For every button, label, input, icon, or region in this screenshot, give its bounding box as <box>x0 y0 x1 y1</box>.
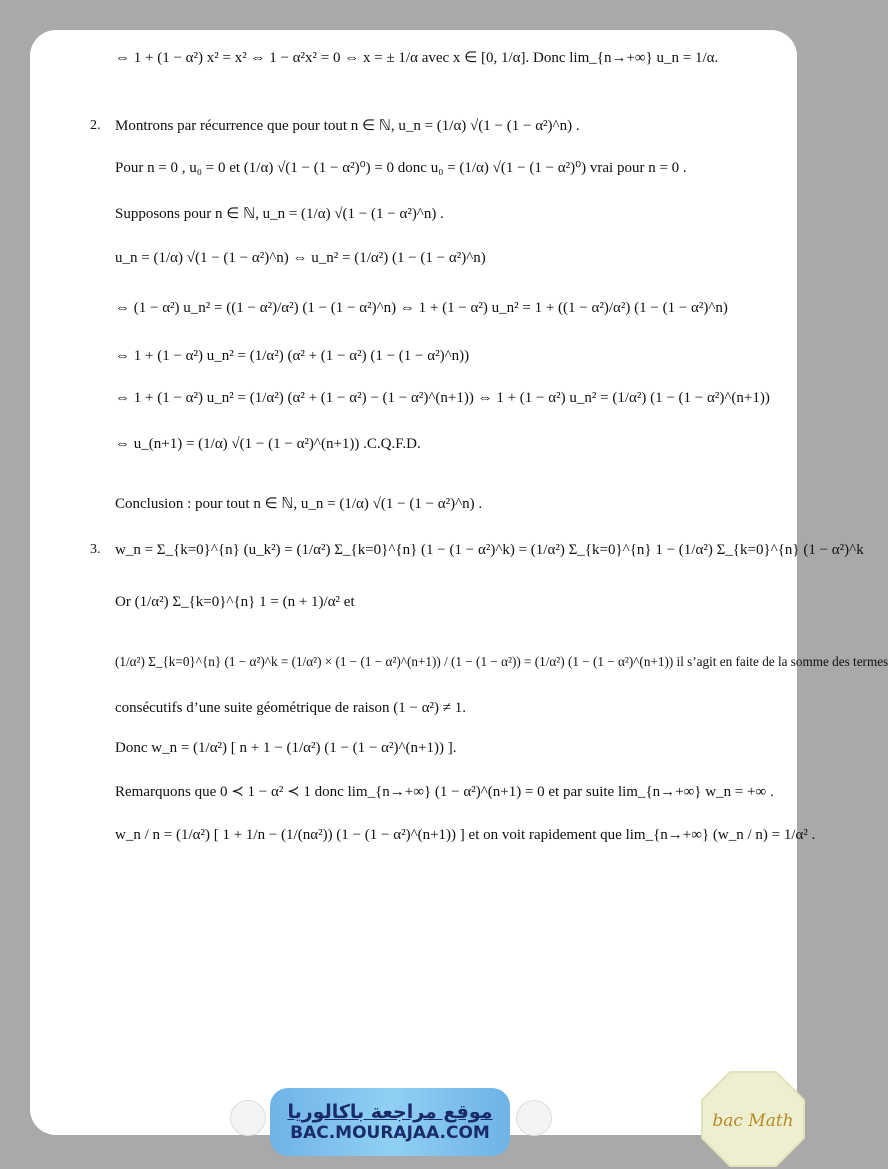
induction-statement: Montrons par récurrence que pour tout n ∈ ℕ, u_n = (1/α) √(1 − (1 − α²)^n) . <box>115 118 580 134</box>
item-3-number: 3. <box>90 542 101 557</box>
bacmath-logo <box>698 1068 808 1168</box>
item-2-number: 2. <box>90 118 101 133</box>
site-logo-left-icon <box>230 1100 266 1136</box>
limit-equation-line: ⇔ 1 + (1 − α²) x² = x² ⇔ 1 − α²x² = 0 ⇔ x = ± 1/α avec x ∈ [0, 1/α]. Donc lim_{n→+∞} u_n = 1/α. <box>115 50 719 66</box>
wn-over-n-limit: w_n / n = (1/α²) [ 1 + 1/n − (1/(nα²)) (1 − (1 − α²)^(n+1)) ] et on voit rapidement que lim_{n→+∞} (w_n / n) = 1/α² . <box>115 827 816 843</box>
induction-step-3: ⇔ 1 + (1 − α²) u_n² = (1/α²) (α² + (1 − α²) (1 − (1 − α²)^n)) <box>115 348 470 364</box>
geometric-sum: (1/α²) Σ_{k=0}^{n} (1 − α²)^k = (1/α²) × (1 − (1 − α²)^(n+1)) / (1 − (1 − α²)) = (1/α²) (1 − (1 − α²)^(n+1)) il s’agit en faite de la somme des termes <box>115 654 888 669</box>
site-banner[interactable] <box>270 1088 510 1156</box>
wn-closed-form: Donc w_n = (1/α²) [ n + 1 − (1/α²) (1 − (1 − α²)^(n+1)) ]. <box>115 740 457 756</box>
induction-step-2: ⇔ (1 − α²) u_n² = ((1 − α²)/α²) (1 − (1 − α²)^n) ⇔ 1 + (1 − α²) u_n² = 1 + ((1 − α²)/α²) (1 − (1 − α²)^n) <box>115 300 728 316</box>
wn-definition: w_n = Σ_{k=0}^{n} (u_k²) = (1/α²) Σ_{k=0}^{n} (1 − (1 − α²)^k) = (1/α²) Σ_{k=0}^{n} 1 − (1/α²) Σ_{k=0}^{n} (1 − α²)^k <box>115 542 864 558</box>
site-name-arabic[interactable]: موقع مراجعة باكالوريا <box>287 1101 493 1123</box>
bacmath-logo-text: bac Math <box>712 1111 794 1131</box>
geometric-ratio: consécutifs d’une suite géométrique de raison (1 − α²) ≠ 1. <box>115 700 467 716</box>
site-logo-right-icon <box>516 1100 552 1136</box>
induction-conclusion: Conclusion : pour tout n ∈ ℕ, u_n = (1/α) √(1 − (1 − α²)^n) . <box>115 496 483 512</box>
site-url[interactable]: BAC.MOURAJAA.COM <box>290 1123 490 1143</box>
induction-step-4: ⇔ 1 + (1 − α²) u_n² = (1/α²) (α² + (1 − α²) − (1 − α²)^(n+1)) ⇔ 1 + (1 − α²) u_n² = (1/α²) (1 − (1 − α²)^(n+1)) <box>115 390 770 406</box>
wn-limit: Remarquons que 0 ≺ 1 − α² ≺ 1 donc lim_{n→+∞} (1 − α²)^(n+1) = 0 et par suite lim_{n→+∞} w_n = +∞ . <box>115 784 774 800</box>
induction-hypothesis: Supposons pour n ∈ ℕ, u_n = (1/α) √(1 − (1 − α²)^n) . <box>115 206 444 222</box>
induction-step-1: u_n = (1/α) √(1 − (1 − α²)^n) ⇔ u_n² = (1/α²) (1 − (1 − α²)^n) <box>115 250 486 266</box>
document-page <box>30 30 888 1143</box>
sum-of-ones: Or (1/α²) Σ_{k=0}^{n} 1 = (n + 1)/α² et <box>115 594 355 610</box>
induction-initialisation: Pour n = 0 , u₀ = 0 et (1/α) √(1 − (1 − α²)⁰) = 0 donc u₀ = (1/α) √(1 − (1 − α²)⁰) vrai pour n = 0 . <box>115 160 687 176</box>
induction-step-5: ⇔ u_(n+1) = (1/α) √(1 − (1 − α²)^(n+1)) .C.Q.F.D. <box>115 436 421 452</box>
